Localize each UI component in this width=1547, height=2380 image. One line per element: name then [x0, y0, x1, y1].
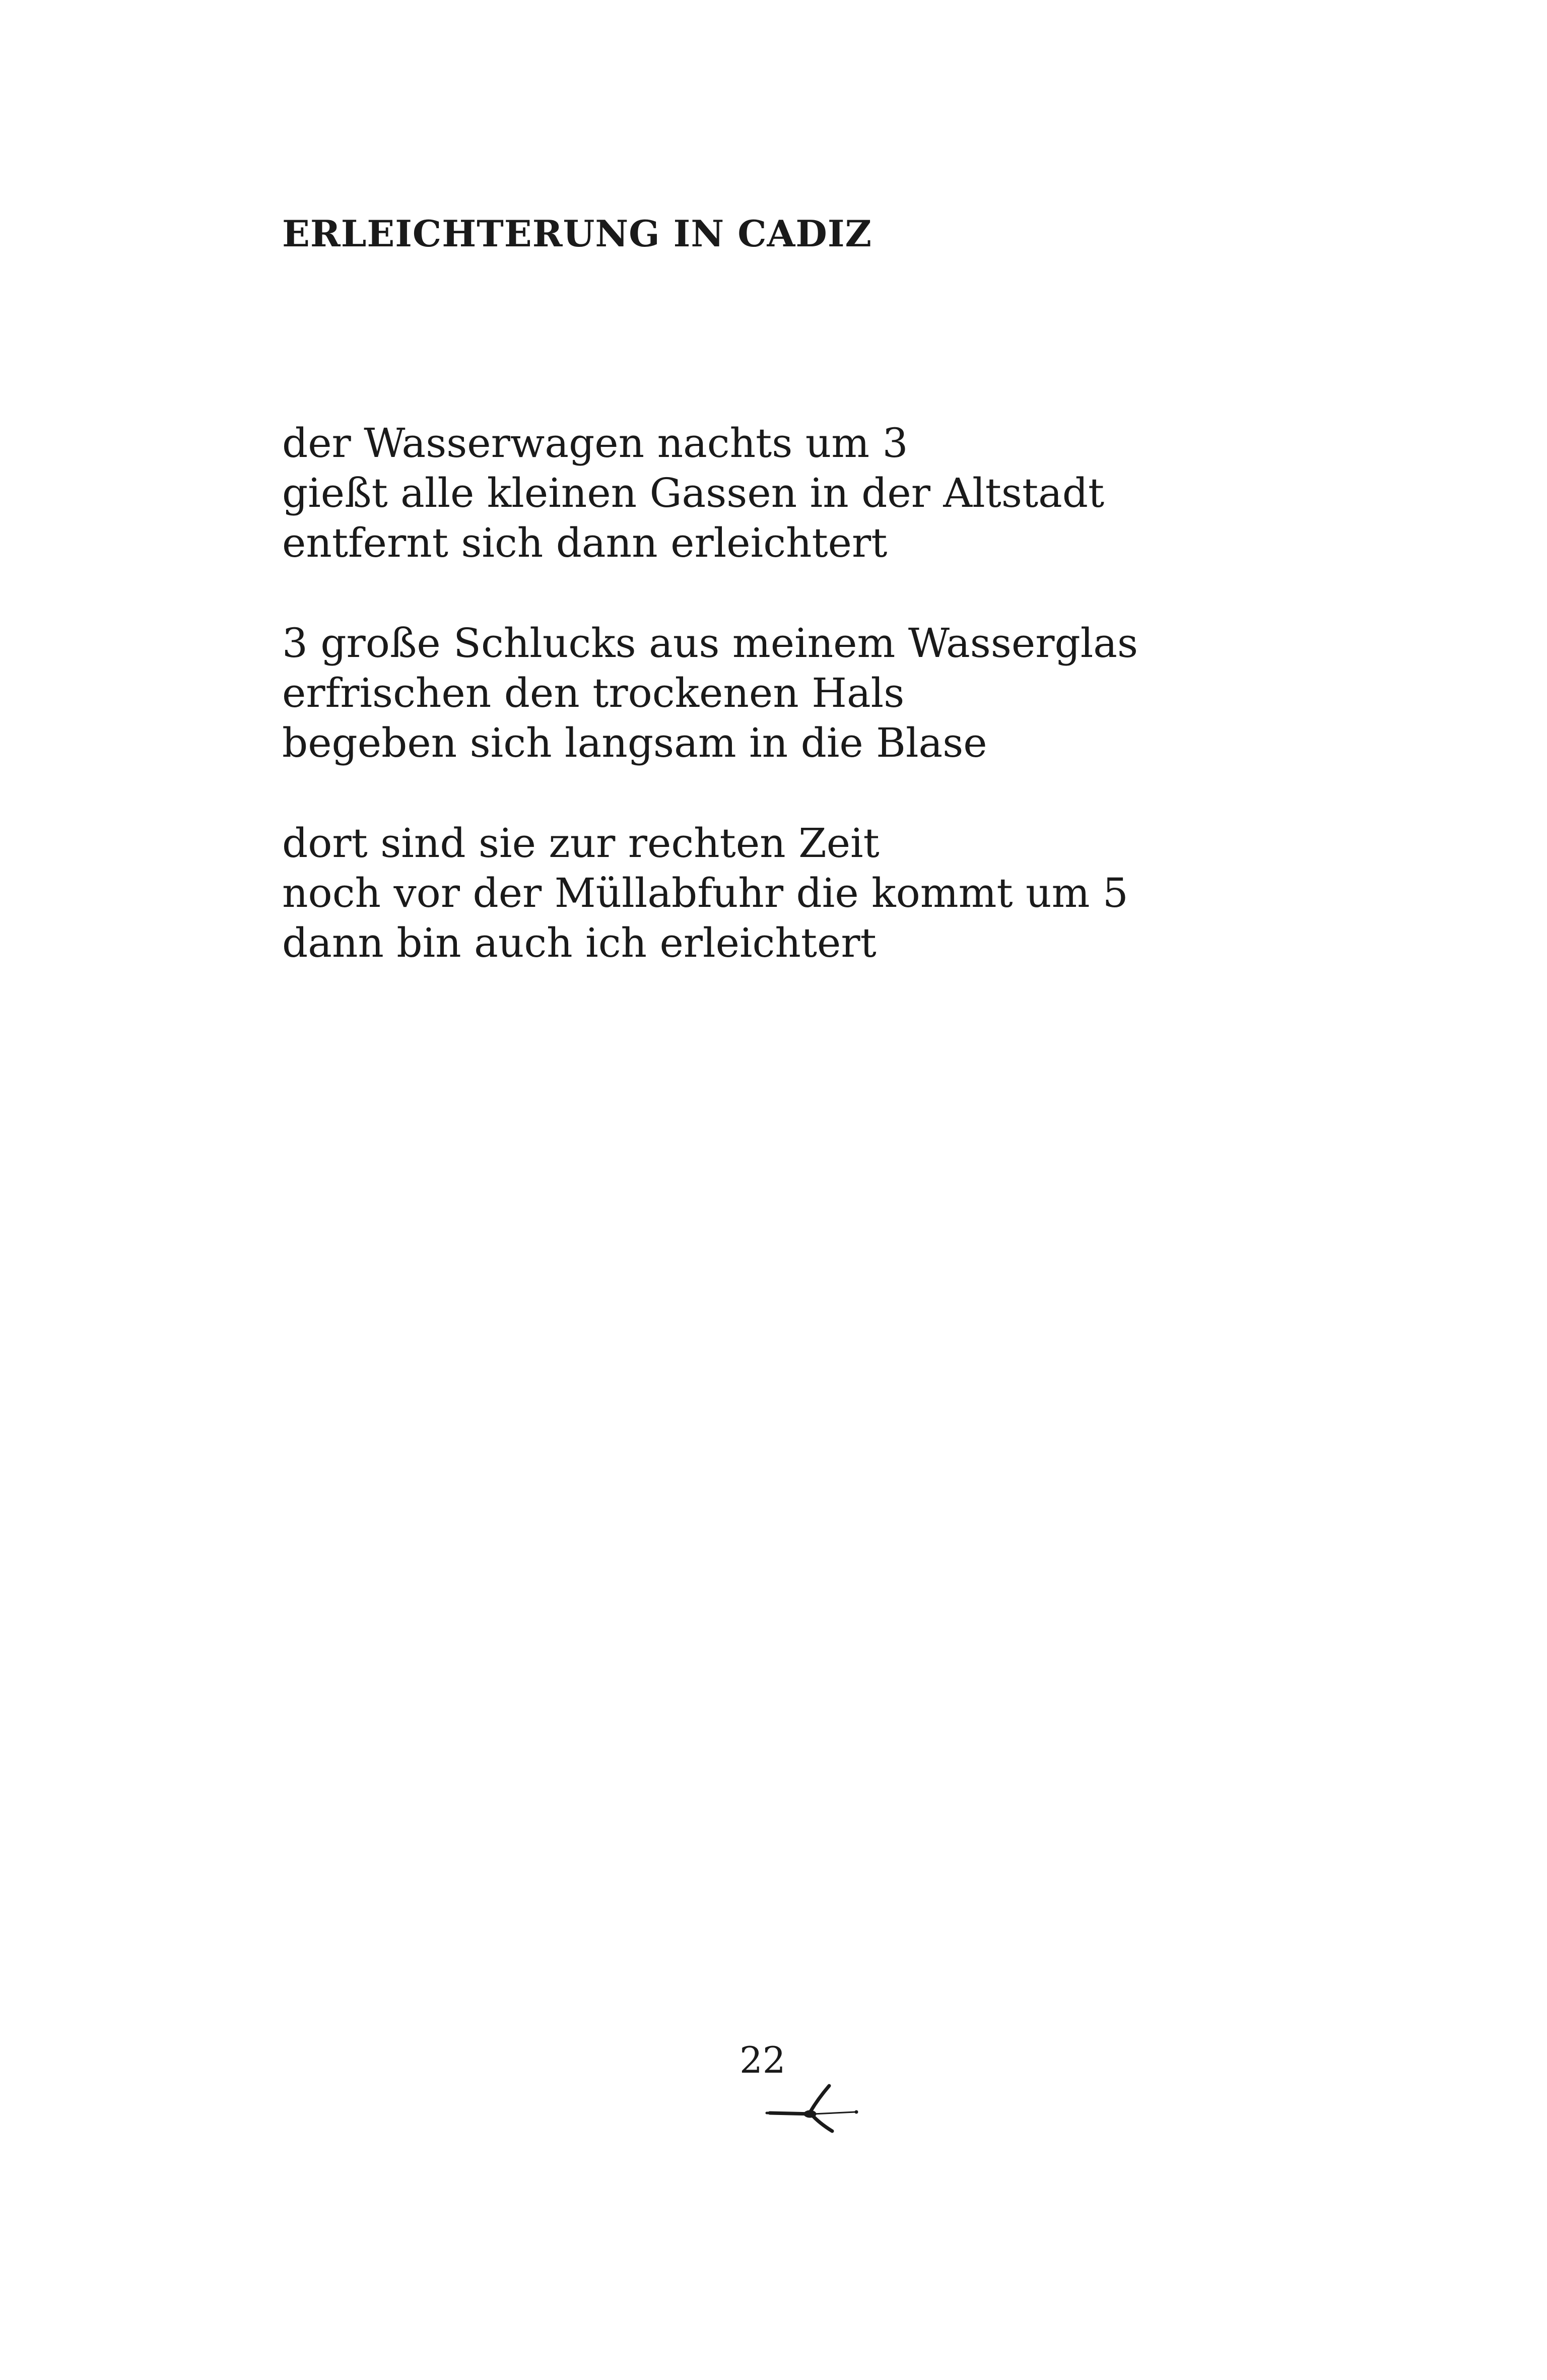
stanza-2 — [282, 618, 1441, 768]
poem-line: der Wasserwagen nachts um 3 — [282, 420, 908, 467]
poem-line: begeben sich langsam in die Blase — [282, 719, 987, 766]
stanza-1 — [282, 418, 1441, 568]
poem-line: noch vor der Müllabfuhr die kommt um 5 — [282, 870, 1128, 916]
page-number: 22 — [739, 2039, 786, 2081]
poem-line: entfernt sich dann erleichtert — [282, 519, 888, 566]
poem-line: dort sind sie zur rechten Zeit — [282, 820, 880, 867]
poem-title: ERLEICHTERUNG IN CADIZ — [282, 212, 872, 255]
poem-line: gießt alle kleinen Gassen in der Altstadt — [282, 470, 1105, 516]
poem-line: erfrischen den trockenen Hals — [282, 670, 905, 716]
poem-line: dann bin auch ich erleichtert — [282, 919, 877, 966]
poem-body — [282, 418, 1441, 1018]
bird-footprint-icon — [761, 2081, 861, 2136]
poem-line: 3 große Schlucks aus meinem Wasserglas — [282, 620, 1138, 667]
stanza-3 — [282, 818, 1441, 968]
